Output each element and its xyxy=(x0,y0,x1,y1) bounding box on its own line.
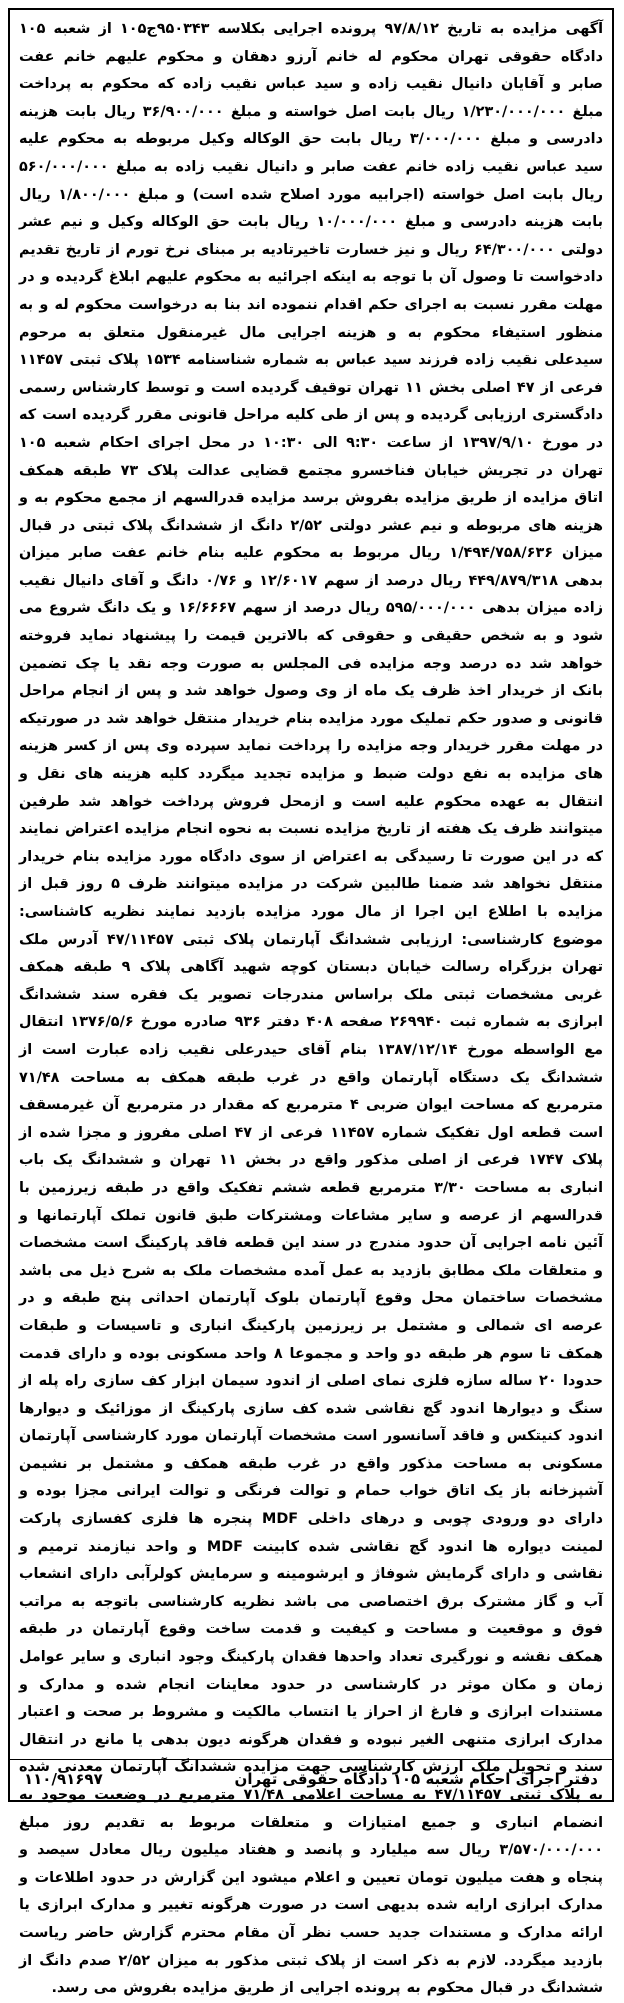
notice-body: آگهی مزایده به تاریخ ۹۷/۸/۱۲ پرونده اجرایی بکلاسه ۹۵۰۳۴۳ج۱۰۵ از شعبه ۱۰۵ دادگاه حقوقی تهران محکوم له خانم آرزو دهقان و محکوم علیهم خانم عفت صابر و آقایان دانیال نقیب زاده و سید عباس نقیب زاده که محکوم به پرداخت مبلغ ۱/۲۳۰/۰۰۰/۰۰۰ ریال بابت اصل خواسته و مبلغ ۳۶/۹۰۰/۰۰۰ ریال بابت هزینه دادرسی و مبلغ ۳/۰۰۰/۰۰۰ ریال بابت حق الوکاله وکیل مربوطه به محکوم علیه سید عباس نقیب زاده خانم عفت صابر و دانیال نقیب زاده به مبلغ ۵۶۰/۰۰۰/۰۰۰ ریال بابت اصل خواسته (اجرابیه مورد اصلاح شده است) و مبلغ ۱/۸۰۰/۰۰۰ ریال بابت هزینه دادرسی و مبلغ ۱۰/۰۰۰/۰۰۰ ریال بابت حق الوکاله وکیل و نیم عشر دولتی ۶۴/۳۰۰/۰۰۰ ریال و نیز خسارت تاخیرتادیه بر مبنای نرخ تورم از تاریخ تقدیم دادخواست تا وصول آن با توجه به اینکه اجرائیه به محکوم علیهم ابلاغ گردیده و در مهلت مقرر نسبت به اجرای حکم اقدام ننموده اند بنا به درخواست محکوم له و به منظور استیفاء محکوم به و هزینه اجرایی مال غیرمنقول متعلق به مرحوم سیدعلی نقیب زاده فرزند سید عباس به شماره شناسنامه ۱۵۳۴ پلاک ثبتی ۱۱۴۵۷ فرعی از ۴۷ اصلی بخش ۱۱ تهران توقیف گردیده است و توسط کارشناس رسمی دادگستری ارزیابی گردیده و پس از طی کلیه مراحل قانونی مقرر گردیده است که در مورخ ۱۳۹۷/۹/۱۰ از ساعت ۹:۳۰ الی ۱۰:۳۰ در محل اجرای احکام شعبه ۱۰۵ تهران در تجریش خیابان فناخسرو مجتمع قضایی عدالت پلاک ۷۳ طبقه همکف اتاق مزایده از طریق مزایده بفروش برسد مزایده قدرالسهم از مجمع محکوم به و هزینه های مربوطه و نیم عشر دولتی ۲/۵۲ دانگ از ششدانگ پلاک ثبتی در قبال میزان ۱/۴۹۴/۷۵۸/۶۳۶ ریال مربوط به محکوم علیه بنام خانم عفت صابر میزان بدهی ۴۴۹/۸۷۹/۳۱۸ ریال درصد از سهم ۱۲/۶۰۱۷ و ۰/۷۶ دانگ و آقای دانیال نقیب زاده میزان بدهی ۵۹۵/۰۰۰/۰۰۰ ریال درصد از سهم ۱۶/۶۶۶۷ و یک دانگ شروع می شود و به شخص حقیقی و حقوقی که بالاترین قیمت را پیشنهاد نماید فروخته خواهد شد ده درصد وجه مزایده فی المجلس به صورت وجه نقد یا چک تضمین بانک از خریدار اخذ ظرف یک ماه از وی وصول خواهد شد و پس از انجام مراحل قانونی و صدور حکم تملیک مورد مزایده بنام خریدار منتقل خواهد شد در صورتیکه در مهلت مقرر خریدار وجه مزایده را پرداخت نماید سپرده وی پس از کسر هزینه های مزایده به نفع دولت ضبط و مزایده تجدید میگردد کلیه هزینه های نقل و انتقال به عهده محکوم علیه است و ازمحل فروش پرداخت خواهد شد طرفین میتوانند ظرف یک هفته از تاریخ مزایده نسبت به نحوه انجام مزایده اعتراض نمایند که در این صورت تا رسیدگی به اعتراض از سوی دادگاه مورد مزایده بنام خریدار منتقل نخواهد شد ضمنا طالبین شرکت در مزایده میتوانند ظرف ۵ روز قبل از مزایده با اطلاع این اجرا از مال مورد مزایده بازدید نمایند نظریه کاشناسی: موضوع کارشناسی: ارزیابی ششدانگ آپارتمان پلاک ثبتی ۴۷/۱۱۴۵۷ آدرس ملک تهران بزرگراه رسالت خیابان دبستان کوچه شهید آگاهی پلاک ۹ طبقه همکف غربی مشخصات ثبتی ملک براساس مندرجات تصویر یک فقره سند ششدانگ ابرازی به شماره ثبت ۲۶۹۹۴۰ صفحه ۴۰۸ دفتر ۹۳۶ صادره مورخ ۱۳۷۶/۵/۶ انتقال مع الواسطه مورخ ۱۳۸۷/۱۲/۱۴ بنام آقای حیدرعلی نقیب زاده عبارت است از ششدانگ یک دستگاه آپارتمان واقع در غرب طبقه همکف به مساحت ۷۱/۴۸ مترمربع که مساحت ایوان ضربی ۴ مترمربع که مقدار در مترمربع آن غیرمسقف است قطعه اول تفکیک شماره ۱۱۴۵۷ فرعی از ۴۷ اصلی مفروز و مجزا شده از پلاک ۱۷۴۷ فرعی از اصلی مذکور واقع در بخش ۱۱ تهران و ششدانگ یک باب انباری به مساحت ۳/۳۰ مترمربع قطعه ششم تفکیک واقع در طبقه زیرزمین با قدرالسهم از عرصه و سایر مشاعات ومشترکات طبق قانون تملک آپارتمانها و آئین نامه اجرایی آن حدود مندرج در سند این قطعه فاقد پارکینگ است مشخصات و متعلقات ملک مطابق بازدید به عمل آمده مشخصات ملک به شرح ذیل می باشد مشخصات ساختمان محل وقوع آپارتمان بلوک آپارتمان احداثی پنج طبقه و در عرصه ای شمالی و مشتمل بر زیرزمین پارکینگ انباری و تاسیسات و طبقات همکف تا سوم هر طبقه دو واحد و مجموعا ۸ واحد مسکونی بوده و دارای قدمت حدودا ۲۰ ساله سازه فلزی نمای اصلی از اندود سیمان ابزار کف سازی راه پله از سنگ و دیوارها اندود گچ نقاشی شده کف سازی پارکینگ از موزائیک و دیوارها اندود کنیتکس و فاقد آسانسور است مشخصات آپارتمان مورد کارشناسی آپارتمان مسکونی به مساحت مذکور واقع در غرب طبقه همکف و مشتمل بر نشیمن آشپزخانه باز یک اتاق خواب حمام و توالت فرنگی و توالت ایرانی مجزا بوده و دارای دو ورودی چوبی و درهای داخلی MDF پنجره ها فلزی کفسازی پارکت لمینت دیواره ها اندود گچ نقاشی شده کابینت MDF و واحد نیازمند ترمیم و نقاشی و دارای گرمایش شوفاژ و ایرشومینه و سرمایش کولرآبی دارای انشعاب آب و گاز مشترک برق اختصاصی می باشد نظریه کارشناسی باتوجه به مراتب فوق و موقعیت و مساحت و کیفیت و قدمت ساخت وقوع آپارتمان در طبقه همکف نقشه و نورگیری تعداد واحدها فقدان پارکینگ وجود انباری و سایر عوامل زمان و مکان موثر در کارشناسی در حدود معاینات انجام شده و مدارک و مستندات ابرازی و فارغ از احراز یا انتساب مالکیت و مشروط بر صحت و اعتبار مدارک ابرازی متنهی الغیر نبوده و فقدان هرگونه دیون بدهی یا مانع در انتقال سند و تحویل ملک ارزش کارشناسی جهت مزایده ششدانگ آپارتمان معدنی شده به پلاک ثبتی ۴۷/۱۱۴۵۷ به مساحت اعلامی ۷۱/۴۸ مترمربع در وضعیت موجود به انضمام انباری و جمیع امتیازات و متعلقات مربوط به تقدیم روز مبلغ ۳/۵۷۰/۰۰۰/۰۰۰ ریال سه میلیارد و پانصد و هفتاد میلیون ریال معادل سیصد و پنجاه و هفت میلیون تومان تعیین و اعلام میشود این گزارش در حدود اطلاعات و مدارک ابرازی ارایه شده بدیهی است در صورت هرگونه تغییر و مدارک ابرازی یا ارائه مدارک و مستندات جدید حسب نظر آن مقام محترم گزارش حاضر ریاست بازدید میگردد. لازم به ذکر است از پلاک ثبتی مذکور به میزان ۲/۵۲ صدم دانگ از ششدانگ در قبال محکوم به پرونده اجرایی از طریق مزایده بفروش می رسد. xyxy=(19,21,604,1997)
notice-code: ۱۱۰/۹۱۶۹۷ xyxy=(24,1770,103,1789)
auction-notice xyxy=(8,8,614,1997)
issuing-office: دفتر اجرای احکام شعبه ۱۰۵ دادگاه حقوقی تهران xyxy=(234,1770,598,1789)
notice-footer xyxy=(10,1759,612,1800)
